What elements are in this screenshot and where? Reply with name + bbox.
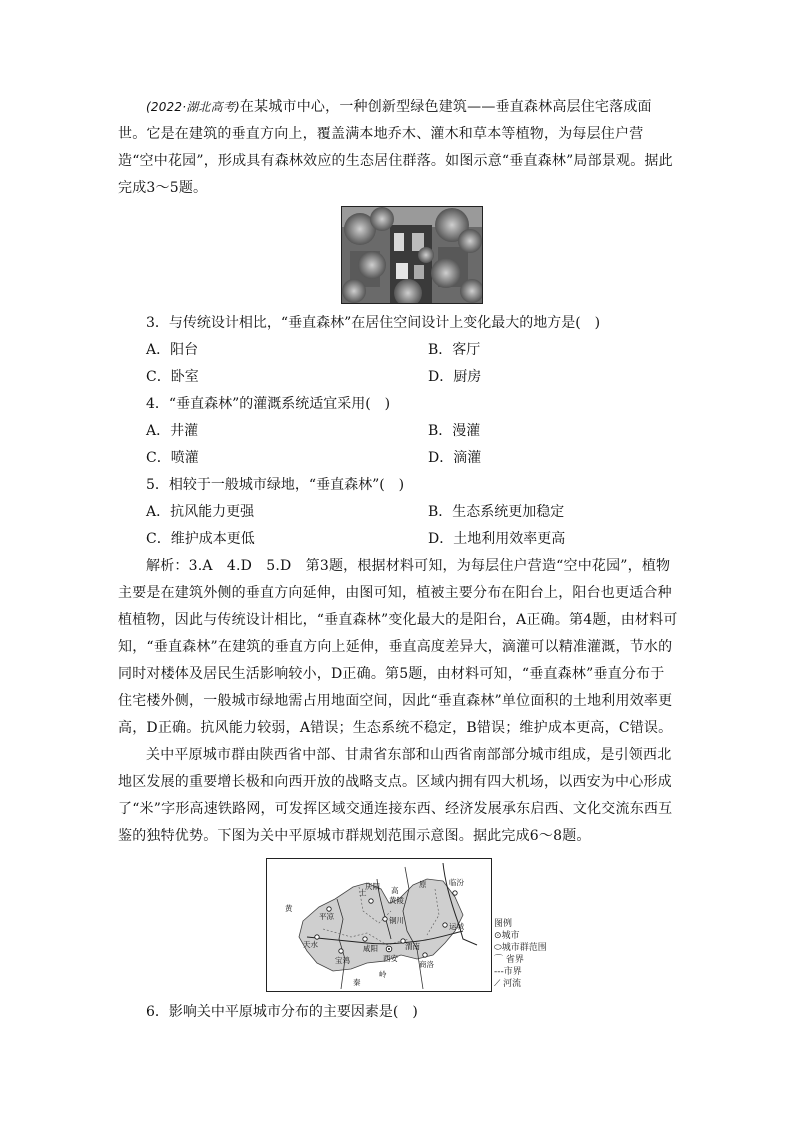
legend-region: ⬭城市群范围: [494, 943, 547, 953]
intro-paragraph: [118, 94, 678, 202]
analysis-paragraph: 解析：3.A 4.D 5.D 第3题，根据材料可知，为每层住户营造“空中花园”，植物主要是在建筑外侧的垂直方向延伸，由图可知，植被主要分布在阳台上，阳台也更适合种植植物，因此与传统设计相比，“垂直森林”变化最大的是阳台，A正确。第4题，由材料可知，“垂直森林”在建筑的垂直方向上延伸，垂直高度差异大，滴灌可以精准灌溉，节水的同时对楼体及居民生活影响较小，D正确。第5题，由材料可知，“垂直森林”垂直分布于住宅楼外侧，一般城市绿地需占用地面空间，因此“垂直森林”单位面积的土地利用效率更高，D正确。抗风能力较弱，A错误；生态系统不稳定，B错误；维护成本更高，C错误。: [118, 558, 678, 736]
legend-city: ⊙城市: [494, 931, 520, 941]
city-xian-dot: [388, 948, 390, 950]
question-5-stem: 5．相较于一般城市绿地，“垂直森林”( ): [146, 477, 405, 493]
label-linfen: 临汾: [449, 878, 464, 887]
label-qingyang: 庆阳: [365, 882, 380, 891]
label-tianshui: 天水: [303, 940, 318, 949]
label-gao: 高: [391, 886, 399, 895]
q4-option-b: B．漫灌: [428, 423, 481, 439]
city-shangluo: [423, 953, 427, 957]
q5-option-c: C．维护成本更低: [146, 531, 255, 547]
city-pingliang: [327, 907, 331, 911]
legend-municipal: ---市界: [494, 967, 522, 977]
city-tongchuan: [383, 917, 387, 921]
city-xianyang: [363, 937, 367, 941]
question-4-stem: 4．“垂直森林”的灌溉系统适宜采用( ): [146, 396, 391, 412]
label-yuan: 原: [419, 880, 427, 889]
label-yuncheng: 运城: [449, 922, 464, 931]
q5-option-d: D．土地利用效率更高: [428, 531, 566, 547]
label-shangluo: 商洛: [419, 960, 434, 969]
map-drawing: [267, 859, 491, 991]
question-3-stem: 3．与传统设计相比，“垂直森林”在居住空间设计上变化最大的地方是( ): [146, 315, 601, 331]
source-tag: (2022·湖北高考): [146, 100, 240, 114]
label-xianyang: 咸阳: [363, 944, 378, 953]
q5-option-a: A．抗风能力更强: [146, 504, 255, 520]
label-qin: 秦: [353, 978, 361, 987]
legend-river: ⟋ 河流: [494, 979, 522, 989]
intro-text: 在某城市中心，一种创新型绿色建筑——垂直森林高层住宅落成面世。它是在建筑的垂直方向上，覆盖满本地乔木、灌木和草本等植物，为每层住户营造“空中花园”，形成具有森林效应的生态居住群落。如图示意“垂直森林”局部景观。据此完成3～5题。: [118, 99, 673, 196]
passage-2-paragraph: 关中平原城市群由陕西省中部、甘肃省东部和山西省南部部分城市组成，是引领西北地区发展的重要增长极和向西开放的战略支点。区域内拥有四大机场，以西安为中心形成了“米”字形高速铁路网，可发挥区域交通连接东西、经济发展承东启西、文化交流东西互鉴的独特优势。下图为关中平原城市群规划范围示意图。据此完成6～8题。: [118, 747, 673, 844]
label-tu: 土: [359, 888, 367, 897]
map-legend: [494, 918, 547, 990]
q4-option-a: A．井灌: [146, 423, 199, 439]
q4-option-c: C．喷灌: [146, 450, 199, 466]
label-ling: 岭: [379, 970, 387, 979]
label-huangling: 黄陵: [389, 896, 404, 905]
city-symbol-icon: ⊙: [494, 931, 502, 941]
legend-title: 图例: [494, 919, 513, 929]
city-yuncheng: [443, 923, 447, 927]
label-weinan: 渭南: [405, 942, 420, 951]
city-qingyang: [369, 899, 373, 903]
label-baoji: 宝鸡: [335, 956, 350, 965]
q3-option-d: D．厨房: [428, 369, 482, 385]
city-baoji: [339, 949, 343, 953]
label-tongchuan: 铜川: [389, 916, 404, 925]
municipal-line-icon: ---: [494, 967, 504, 977]
question-6-stem: 6．影响关中平原城市分布的主要因素是( ): [146, 1004, 418, 1020]
city-tianshui: [315, 935, 319, 939]
legend-province: ⌒ 省界: [494, 955, 524, 965]
city-cluster-region: [299, 879, 463, 971]
label-xian: 西安: [383, 954, 398, 963]
q5-option-b: B．生态系统更加稳定: [428, 504, 565, 520]
q3-option-c: C．卧室: [146, 369, 199, 385]
region-symbol-icon: ⬭: [494, 943, 502, 953]
label-huang: 黄: [285, 904, 293, 913]
q4-option-d: D．滴灌: [428, 450, 482, 466]
river-symbol-icon: ⟋: [494, 979, 504, 989]
guanzhong-city-cluster-map: [266, 858, 492, 992]
province-line-icon: ⌒: [494, 955, 506, 965]
label-pingliang: 平凉: [319, 912, 334, 921]
q3-option-b: B．客厅: [428, 342, 481, 358]
vertical-forest-illustration: [342, 207, 482, 303]
city-linfen: [453, 891, 457, 895]
q3-option-a: A．阳台: [146, 342, 199, 358]
vertical-forest-photo: [341, 206, 483, 304]
